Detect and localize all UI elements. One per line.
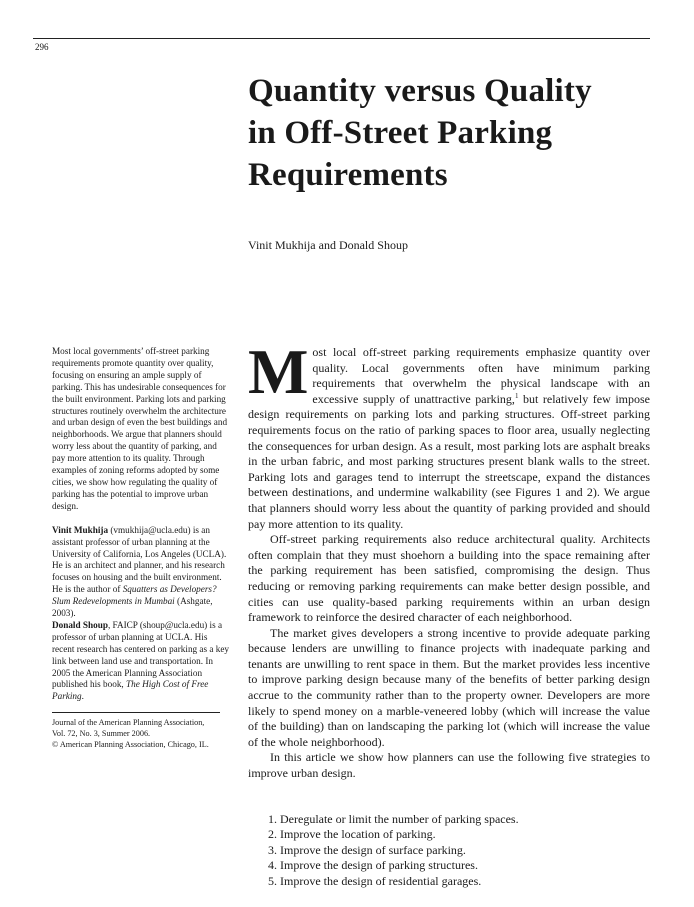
bio-text: . [81, 691, 84, 702]
paragraph-1 [248, 336, 650, 532]
bio-text: (vmukhija@ucla.edu) is an assistant professor of urban planning at the University of California, Los Angeles (UCLA). He is an architect and planner, and his research focuses on housing and the built environment. He is the author of [52, 524, 227, 595]
author-bio-mukhija [52, 525, 230, 620]
sidebar [52, 346, 230, 750]
bio-name: Vinit Mukhija [52, 524, 109, 535]
article-title [248, 70, 668, 196]
drop-cap: M [248, 336, 309, 407]
list-item: 5. Improve the design of residential garages. [268, 874, 482, 888]
title-line: Requirements [248, 157, 448, 193]
paragraph-3: The market gives developers a strong incentive to provide adequate parking because lenders are unwilling to finance projects with inadequate parking and tenants are unwilling to rent space in them. But the market provides less incentive to improve parking design because many of the benefits of better parking design accrue to the community rather than to the property owner. Developers are more likely to spend money on a marble-veneered lobby (which will increase the value of the building) than on landscaping the parking lot (which will increase the value of the whole neighborhood). [248, 625, 650, 749]
paragraph-text: ost local off-street parking requirements emphasize quantity over quality. Local governments often have minimum parking requirements that overwhelm the physical landscape with an excessive supply of unattractive parking, [312, 345, 650, 406]
paragraph-text: but relatively few impose design requirements on parking lots and parking structures. Off-street parking requirements focus on the ratio of parking spaces to floor area, usually neglecting the consequences for urban design. As a result, most parking lots are asphalt breaks in the urban fabric, and most parking structures present blank walls to the street. Parking lots and garages tend to interrupt the streetscape, expand the distances between destinations, and undermine walkability (see Figures 1 and 2). We argue that planners should worry less about the quantity of parking provided and should pay more attention to its quality. [248, 391, 650, 531]
book-title: Squatters as Developers? Slum Redevelopments in Mumbai [52, 584, 217, 607]
journal-line: © American Planning Association, Chicago, IL. [52, 740, 209, 750]
journal-line: Journal of the American Planning Association, [52, 718, 205, 728]
page-number: 296 [35, 42, 49, 52]
article-body [248, 336, 650, 890]
list-item: 2. Improve the location of parking. [268, 827, 436, 842]
title-line: in Off-Street Parking [248, 115, 553, 151]
journal-citation [52, 717, 230, 750]
list-item: 3. Improve the design of surface parking. [268, 842, 466, 857]
list-item: 4. Improve the design of parking structures. [268, 858, 478, 873]
header-rule [33, 38, 650, 39]
journal-line: Vol. 72, No. 3, Summer 2006. [52, 729, 151, 739]
book-title: The High Cost of Free Parking [52, 679, 209, 702]
footnote-ref[interactable]: 1 [514, 391, 519, 400]
abstract: Most local governments’ off-street parking requirements promote quantity over quality, focusing on ensuring an ample supply of parking. This has undesirable consequences for the built environment. Parking lots and parking structures routinely overwhelm the architecture and urban design of even the best buildings and neighborhoods. We argue that planners should worry less about the quantity of parking, and pay more attention to its quality. Through examples of zoning reforms adopted by some cities, we show how regulating the quality of parking has the potential to improve urban design. [52, 346, 228, 511]
paragraph-2: Off-street parking requirements also reduce architectural quality. Architects often complain that they must shoehorn a building into the space remaining after the parking requirement has been satisfied, compromising the design. Thus reducing or removing parking requirements can make better design possible, and cities can use quality-based parking requirements within an urban design framework to reinforce the desired character of each neighborhood. [248, 532, 650, 625]
title-line: Quantity versus Quality [248, 73, 592, 109]
bio-text: (Ashgate, 2003). [52, 596, 213, 619]
list-item: 1. Deregulate or limit the number of parking spaces. [268, 811, 519, 826]
paragraph-4: In this article we show how planners can use the following five strategies to improve urban design. [248, 750, 650, 781]
bio-text: , FAICP (shoup@ucla.edu) is a professor of urban planning at UCLA. His recent research has centered on parking as a key link between land use and transportation. In 2005 the American Planning Association published his book, [52, 619, 230, 690]
author-line: Vinit Mukhija and Donald Shoup [248, 238, 408, 252]
author-bio-shoup [52, 620, 230, 703]
journal-rule [52, 712, 220, 713]
bio-name: Donald Shoup [52, 619, 108, 630]
strategy-list [248, 812, 650, 890]
